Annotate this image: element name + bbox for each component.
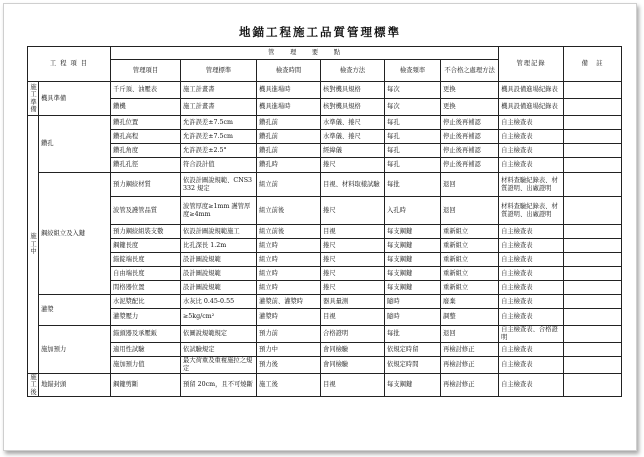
row-method: 捲尺 xyxy=(321,253,385,267)
row-time: 組立前後 xyxy=(257,197,321,225)
row-time: 組立前後 xyxy=(257,225,321,239)
row-time: 機具進場時 xyxy=(257,99,321,116)
phase-construction xyxy=(28,116,39,374)
row-method: 核對機具規格 xyxy=(321,99,385,116)
row-method: 捲尺 xyxy=(321,197,385,225)
row-item: 鋼鍵剪斷 xyxy=(111,374,181,397)
row-time: 灌漿前、灌漿時 xyxy=(257,295,321,309)
row-method: 會同檢驗 xyxy=(321,343,385,357)
row-record: 自主檢查表 xyxy=(499,144,564,158)
table-row xyxy=(28,82,622,99)
row-record: 自主檢查表 xyxy=(499,253,564,267)
row-time: 預力後 xyxy=(257,357,321,374)
row-method: 會同檢驗 xyxy=(321,357,385,374)
row-method: 器具量測 xyxy=(321,295,385,309)
row-record: 自主檢查表 xyxy=(499,343,564,357)
group-cutting: 地錨封頭 xyxy=(39,374,111,397)
row-frequency: 每孔 xyxy=(385,116,441,130)
table-row xyxy=(28,197,622,225)
row-handling: 重新組立 xyxy=(441,239,499,253)
row-item: 水泥漿配比 xyxy=(111,295,181,309)
row-method: 水準儀、捲尺 xyxy=(321,130,385,144)
row-handling: 退回 xyxy=(441,326,499,343)
row-frequency: 每支鋼鍵 xyxy=(385,281,441,295)
row-item: 施加預力值 xyxy=(111,357,181,374)
group-equipment: 機具準備 xyxy=(39,82,111,116)
table-row xyxy=(28,99,622,116)
row-item: 適用性試驗 xyxy=(111,343,181,357)
table-row xyxy=(28,326,622,343)
row-method: 捲尺 xyxy=(321,267,385,281)
quality-standard-table xyxy=(27,46,622,397)
row-time: 預力前 xyxy=(257,326,321,343)
header-remark: 備 註 xyxy=(564,47,622,82)
row-record: 自主檢查表 xyxy=(499,239,564,253)
row-standard: 依圖說規範規定 xyxy=(181,326,257,343)
table-row xyxy=(28,374,622,397)
row-standard: 施工計畫書 xyxy=(181,82,257,99)
row-frequency: 入孔時 xyxy=(385,197,441,225)
row-handling: 停止後再補認 xyxy=(441,158,499,173)
row-frequency: 每支鋼鍵 xyxy=(385,239,441,253)
phase-label: 施工準備 xyxy=(30,83,37,113)
row-time: 組立時 xyxy=(257,253,321,267)
row-method: 目視 xyxy=(321,225,385,239)
row-standard: 波管厚度≥1mm 護管厚度≥4mm xyxy=(181,197,257,225)
row-remark xyxy=(564,267,622,281)
row-remark xyxy=(564,357,622,374)
row-remark xyxy=(564,158,622,173)
header-sub-frequency: 檢查頻率 xyxy=(385,60,441,82)
row-time: 鑽孔時 xyxy=(257,158,321,173)
row-standard: 比孔深長 1.2m xyxy=(181,239,257,253)
row-time: 組立時 xyxy=(257,239,321,253)
row-item: 鑽孔位置 xyxy=(111,116,181,130)
row-handling: 更換 xyxy=(441,82,499,99)
row-handling: 退回 xyxy=(441,197,499,225)
row-record: 自主檢查表 xyxy=(499,357,564,374)
row-handling: 停止後再補認 xyxy=(441,116,499,130)
row-item: 預力鋼絞組裝支數 xyxy=(111,225,181,239)
table-row xyxy=(28,267,622,281)
row-frequency: 每支鋼鍵 xyxy=(385,225,441,239)
row-handling: 退回 xyxy=(441,173,499,197)
table-row xyxy=(28,239,622,253)
row-remark xyxy=(564,116,622,130)
phase-preparation xyxy=(28,82,39,116)
table-row xyxy=(28,253,622,267)
row-frequency: 每支鋼鍵 xyxy=(385,374,441,397)
row-item: 間格器位置 xyxy=(111,281,181,295)
row-time: 鑽孔前 xyxy=(257,130,321,144)
row-record: 自主檢查表 xyxy=(499,116,564,130)
row-item: 鑽孔孔徑 xyxy=(111,158,181,173)
row-record: 材料查驗紀錄表、材質證明、出廠證明 xyxy=(499,197,564,225)
row-standard: 允許誤差±7.5cm xyxy=(181,116,257,130)
row-standard: 水灰比 0.45-0.55 xyxy=(181,295,257,309)
row-record: 自主檢查表 xyxy=(499,225,564,239)
header-sub-time: 檢查時間 xyxy=(257,60,321,82)
header-points: 管 理 要 點 xyxy=(111,47,499,60)
row-method: 目視、材料取樣試驗 xyxy=(321,173,385,197)
row-time: 鑽孔前 xyxy=(257,116,321,130)
row-time: 組立時 xyxy=(257,267,321,281)
row-handling: 再檢討修正 xyxy=(441,343,499,357)
row-standard: 設計圖說規範 xyxy=(181,267,257,281)
row-method: 目視 xyxy=(321,374,385,397)
row-standard: 設計圖說規範 xyxy=(181,281,257,295)
document-title: 地錨工程施工品質管理標準 xyxy=(239,25,401,39)
row-method: 經緯儀 xyxy=(321,144,385,158)
row-item: 錨頭器及承壓鈑 xyxy=(111,326,181,343)
row-record: 自主檢查表 xyxy=(499,158,564,173)
row-standard: 允許誤差±7.5cm xyxy=(181,130,257,144)
row-remark xyxy=(564,82,622,99)
row-record: 自主檢查表 xyxy=(499,267,564,281)
row-frequency: 每孔 xyxy=(385,130,441,144)
header-sub-item: 管理項目 xyxy=(111,60,181,82)
row-frequency: 每次 xyxy=(385,99,441,116)
row-item: 錨錠端長度 xyxy=(111,253,181,267)
row-time: 施工後 xyxy=(257,374,321,397)
document-page xyxy=(3,3,637,451)
row-standard: 依試驗規定 xyxy=(181,343,257,357)
row-remark xyxy=(564,173,622,197)
row-frequency: 每批 xyxy=(385,173,441,197)
header-sub-method: 檢查方法 xyxy=(321,60,385,82)
table-row xyxy=(28,130,622,144)
row-handling: 重新組立 xyxy=(441,281,499,295)
row-method: 捲尺 xyxy=(321,158,385,173)
row-time: 組立時 xyxy=(257,281,321,295)
table-row xyxy=(28,295,622,309)
row-frequency: 每孔 xyxy=(385,144,441,158)
row-frequency: 每次 xyxy=(385,82,441,99)
row-frequency: 依規定時留 xyxy=(385,343,441,357)
row-frequency: 隨時 xyxy=(385,295,441,309)
row-time: 預力中 xyxy=(257,343,321,357)
row-record: 自主檢查表、合格證明 xyxy=(499,326,564,343)
row-item: 鑽機 xyxy=(111,99,181,116)
row-handling: 重新組立 xyxy=(441,225,499,239)
phase-label: 施工後 xyxy=(30,374,37,396)
table-row xyxy=(28,343,622,357)
row-method: 合格證明 xyxy=(321,326,385,343)
row-standard: 依設計圖說規範、CNS3332 規定 xyxy=(181,173,257,197)
group-grouting: 灌漿 xyxy=(39,295,111,326)
table-row xyxy=(28,281,622,295)
row-method: 捲尺 xyxy=(321,239,385,253)
row-remark xyxy=(564,99,622,116)
row-standard: 施工計畫書 xyxy=(181,99,257,116)
row-standard: 符合設計值 xyxy=(181,158,257,173)
row-record: 自主檢查表 xyxy=(499,130,564,144)
row-frequency: 隨時 xyxy=(385,309,441,326)
row-handling: 更換 xyxy=(441,99,499,116)
row-remark xyxy=(564,197,622,225)
table-row xyxy=(28,173,622,197)
row-time: 鑽孔前 xyxy=(257,144,321,158)
row-record: 自主檢查表 xyxy=(499,309,564,326)
row-handling: 重新組立 xyxy=(441,267,499,281)
row-frequency: 依規定時間 xyxy=(385,357,441,374)
row-frequency: 每孔 xyxy=(385,158,441,173)
row-frequency: 每批 xyxy=(385,326,441,343)
row-method: 核對機具規格 xyxy=(321,82,385,99)
row-remark xyxy=(564,374,622,397)
row-record: 機具設備進場紀錄表 xyxy=(499,82,564,99)
row-remark xyxy=(564,309,622,326)
row-item: 鋼鍵長度 xyxy=(111,239,181,253)
row-handling: 調整 xyxy=(441,309,499,326)
group-drilling: 鑽孔 xyxy=(39,116,111,173)
row-standard: 最大荷重及重複施拉之規定 xyxy=(181,357,257,374)
row-handling: 廢棄 xyxy=(441,295,499,309)
row-record: 自主檢查表 xyxy=(499,281,564,295)
row-standard: 預留 20cm，且不可燒斷 xyxy=(181,374,257,397)
row-record: 機具設備進場紀錄表 xyxy=(499,99,564,116)
row-standard: 允許誤差±2.5° xyxy=(181,144,257,158)
row-item: 鑽孔角度 xyxy=(111,144,181,158)
table-row xyxy=(28,158,622,173)
table-row xyxy=(28,144,622,158)
row-method: 捲尺 xyxy=(321,281,385,295)
row-remark xyxy=(564,130,622,144)
row-handling: 停止後再補認 xyxy=(441,144,499,158)
row-remark xyxy=(564,281,622,295)
row-handling: 再檢討修正 xyxy=(441,374,499,397)
row-remark xyxy=(564,225,622,239)
row-standard: 依設計圖說規範施工 xyxy=(181,225,257,239)
header-record: 管理記錄 xyxy=(499,47,564,82)
row-item: 千斤頂、油壓表 xyxy=(111,82,181,99)
phase-label: 施工中 xyxy=(30,233,37,256)
row-standard: 設計圖說規範 xyxy=(181,253,257,267)
phase-completion xyxy=(28,374,39,397)
row-record: 自主檢查表 xyxy=(499,374,564,397)
row-time: 機具進場時 xyxy=(257,82,321,99)
row-frequency: 每支鋼鍵 xyxy=(385,253,441,267)
table-row xyxy=(28,116,622,130)
row-item: 自由端長度 xyxy=(111,267,181,281)
row-remark xyxy=(564,295,622,309)
table-row xyxy=(28,225,622,239)
row-item: 灌漿壓力 xyxy=(111,309,181,326)
row-time: 組立前 xyxy=(257,173,321,197)
row-frequency: 每支鋼鍵 xyxy=(385,267,441,281)
row-item: 波管及護管品質 xyxy=(111,197,181,225)
row-remark xyxy=(564,239,622,253)
table-row xyxy=(28,309,622,326)
row-remark xyxy=(564,343,622,357)
header-sub-standard: 管理標準 xyxy=(181,60,257,82)
row-time: 灌漿時 xyxy=(257,309,321,326)
row-remark xyxy=(564,326,622,343)
row-remark xyxy=(564,253,622,267)
row-remark xyxy=(564,144,622,158)
row-handling: 再檢討修正 xyxy=(441,357,499,374)
row-item: 預力鋼絞材質 xyxy=(111,173,181,197)
table-row xyxy=(28,357,622,374)
row-item: 鑽孔高程 xyxy=(111,130,181,144)
row-record: 自主檢查表 xyxy=(499,295,564,309)
row-handling: 重新組立 xyxy=(441,253,499,267)
row-method: 水準儀、捲尺 xyxy=(321,116,385,130)
header-row xyxy=(28,47,622,60)
header-item: 工 程 項 目 xyxy=(28,47,111,82)
row-handling: 停止後再補認 xyxy=(441,130,499,144)
group-prestress: 施加預力 xyxy=(39,326,111,374)
header-sub-handling: 不合格之處理方法 xyxy=(441,60,499,82)
group-tendon: 鋼絞組立及入鍵 xyxy=(39,173,111,295)
row-standard: ≥5kg/cm² xyxy=(181,309,257,326)
row-method: 目視 xyxy=(321,309,385,326)
row-record: 材料查驗紀錄表、材質證明、出廠證明 xyxy=(499,173,564,197)
